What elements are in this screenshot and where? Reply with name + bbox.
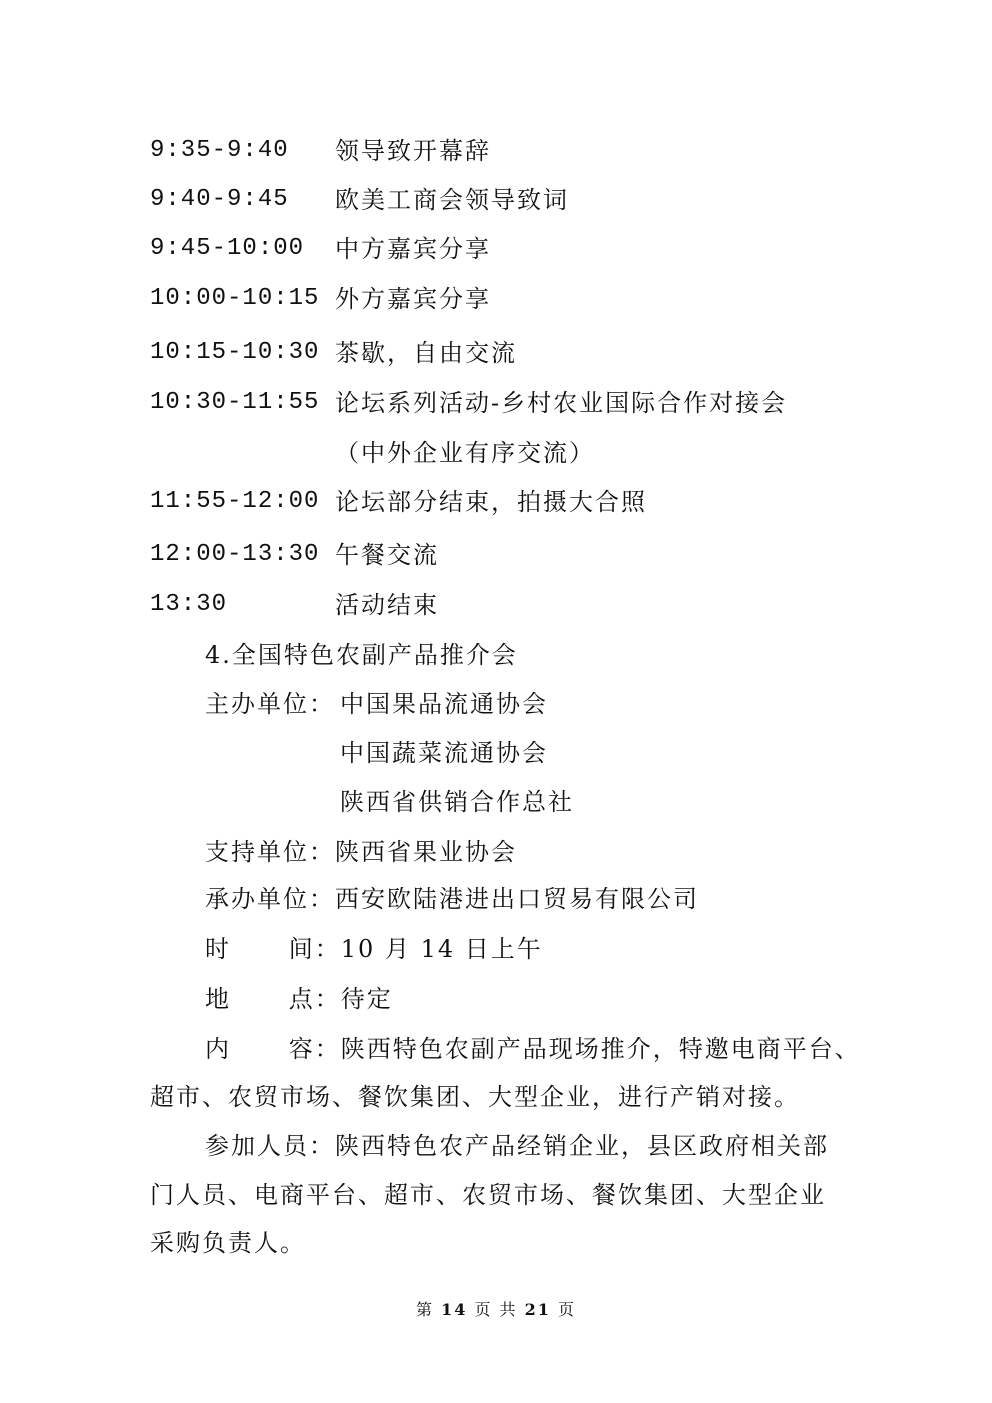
schedule-desc: 茶歇，自由交流 <box>335 339 517 367</box>
schedule-desc-continued: （中外企业有序交流） <box>335 439 595 467</box>
schedule-time: 9:35-9:40 <box>150 137 289 164</box>
place-line: 地 点：待定 <box>205 985 393 1013</box>
schedule-desc: 欧美工商会领导致词 <box>335 186 569 214</box>
time-line: 时 间：10 月 14 日上午 <box>205 935 543 963</box>
schedule-desc: 午餐交流 <box>335 541 439 569</box>
schedule-time: 9:45-10:00 <box>150 235 305 262</box>
host-item: 陕西省供销合作总社 <box>340 788 574 816</box>
support-line: 支持单位：陕西省果业协会 <box>205 838 517 866</box>
footer-total-pages: 21 <box>524 1300 551 1319</box>
schedule-time: 10:00-10:15 <box>150 285 320 312</box>
footer-suffix: 页 <box>558 1300 577 1319</box>
schedule-time: 13:30 <box>150 591 228 618</box>
host-item: 中国果品流通协会 <box>340 690 548 718</box>
schedule-desc: 中方嘉宾分享 <box>335 235 491 263</box>
schedule-desc: 论坛部分结束，拍摄大合照 <box>335 488 647 516</box>
schedule-time: 10:15-10:30 <box>150 339 320 366</box>
content-line-continued: 超市、农贸市场、餐饮集团、大型企业，进行产销对接。 <box>150 1083 800 1111</box>
footer-page-number: 14 <box>441 1300 468 1319</box>
footer-middle: 页 共 <box>474 1300 518 1319</box>
schedule-time: 9:40-9:45 <box>150 186 289 213</box>
schedule-desc: 外方嘉宾分享 <box>335 285 491 313</box>
participants-line-continued: 采购负责人。 <box>150 1229 306 1257</box>
schedule-time: 11:55-12:00 <box>150 488 320 515</box>
schedule-desc: 活动结束 <box>335 591 439 619</box>
section-title: 4.全国特色农副产品推介会 <box>205 641 518 669</box>
participants-line: 参加人员：陕西特色农产品经销企业，县区政府相关部 <box>205 1132 829 1160</box>
host-item: 中国蔬菜流通协会 <box>340 739 548 767</box>
schedule-desc: 领导致开幕辞 <box>335 137 491 165</box>
host-label: 主办单位： <box>205 690 335 718</box>
participants-line-continued: 门人员、电商平台、超市、农贸市场、餐饮集团、大型企业 <box>150 1181 826 1209</box>
content-line: 内 容：陕西特色农副产品现场推介，特邀电商平台、 <box>205 1035 861 1063</box>
footer-prefix: 第 <box>415 1300 434 1319</box>
schedule-time: 12:00-13:30 <box>150 541 320 568</box>
organizer-line: 承办单位：西安欧陆港进出口贸易有限公司 <box>205 885 699 913</box>
schedule-time: 10:30-11:55 <box>150 389 320 416</box>
schedule-desc: 论坛系列活动-乡村农业国际合作对接会 <box>335 389 788 417</box>
page-footer <box>0 1300 992 1320</box>
